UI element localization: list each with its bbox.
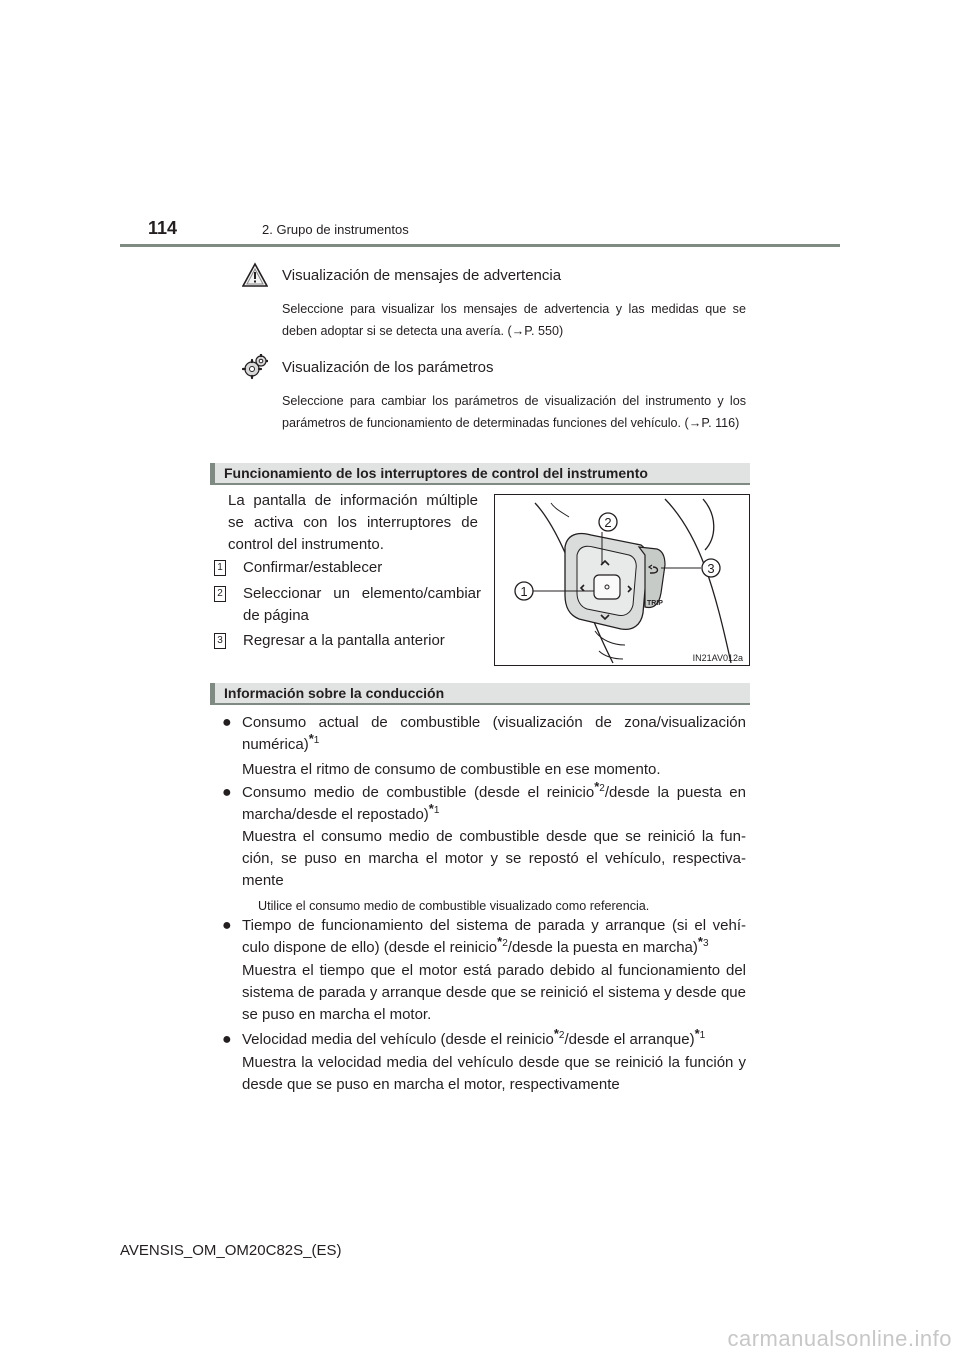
warning-triangle-icon: [242, 262, 268, 288]
paragraph: Muestra el ritmo de consumo de combustible en ese momento.: [242, 761, 661, 778]
paragraph: Muestra la velocidad media del vehículo desde que se reinició la función y desde que se puso en marcha el motor, respectivamente: [242, 1054, 746, 1093]
parameters-title: Visualización de los parámetros: [282, 358, 494, 376]
warning-messages-title: Visualización de mensajes de advertencia: [282, 266, 562, 284]
footer-code: AVENSIS_OM_OM20C82S_(ES): [120, 1242, 342, 1259]
bullet-item: ● Tiempo de funcionamiento del sistema de parada y arranque (si el vehí-culo dispone de ello) (desde el reinicio$^{*2}$/desde la puesta en marcha)$^{*3}$: [222, 915, 746, 959]
list-item-text: Confirmar/establecer: [243, 559, 383, 576]
list-item: [214, 583, 481, 627]
list-item-text: Seleccionar un elemento/cambiar de página: [243, 585, 481, 624]
bullet-item: ● Consumo actual de combustible (visualización de zona/visualización numérica)$^{*1}$: [222, 712, 746, 756]
bullet-text: Consumo actual de combustible (visualización de zona/visualización numérica): [242, 714, 746, 753]
footnote-ref: 2: [558, 1030, 565, 1041]
bullet-text: Tiempo de funcionamiento del sistema de parada y arranque (si el vehí-culo dispone de ello) (desde el reinicio: [242, 917, 746, 956]
footnote-ref: 2: [599, 783, 605, 794]
section-title-driving-info: Información sobre la conducción: [224, 685, 445, 701]
warning-messages-desc: Seleccione para visualizar los mensajes de advertencia y las medidas que se deben adoptar si se detecta una avería. (→P. 550): [282, 302, 746, 338]
note-text: Utilice el consumo medio de combustible visualizado como referencia.: [258, 899, 650, 913]
bullet-dot: ●: [222, 917, 232, 934]
footnote-ref: 1: [699, 1030, 706, 1041]
bullet-dot: ●: [222, 714, 232, 731]
intro-text: La pantalla de información múltiple se activa con los interruptores de control del instrumento.: [228, 492, 478, 553]
bullet-item: ● Velocidad media del vehículo (desde el reinicio$^{*2}$/desde el arranque)$^{*1}$: [222, 1029, 746, 1051]
paragraph: Muestra el consumo medio de combustible desde que se reinició la fun-ción, se puso en marcha el motor y se repostó el vehículo, respectiva-mente: [242, 828, 746, 889]
bullet-item: ● Consumo medio de combustible (desde el reinicio$^{*2}$/desde la puesta en marcha/desde el repostado)$^{*1}$: [222, 782, 746, 826]
footnote-ref: 1: [313, 735, 320, 746]
footnote-ref: 2: [502, 938, 508, 949]
bullet-text: /desde la puesta en marcha/desde el repostado): [242, 784, 746, 823]
bullet-dot: ●: [222, 784, 232, 801]
gears-icon: [242, 354, 268, 380]
callout-2: 2: [604, 515, 612, 530]
callout-3: 3: [707, 561, 715, 576]
footnote-ref: 1: [433, 805, 440, 816]
section-bar-driving-info: [210, 683, 750, 705]
steering-switch-illustration: [495, 495, 749, 665]
steering-switch-diagram: [494, 494, 750, 666]
footnote-ref: 3: [702, 938, 709, 949]
parameters-item: [242, 354, 494, 380]
trip-button-label: TRIP: [647, 600, 663, 607]
list-item-text: Regresar a la pantalla anterior: [243, 632, 445, 649]
number-badge: 1: [214, 560, 226, 576]
bullet-text: /desde el arranque): [564, 1031, 695, 1048]
number-badge: 2: [214, 586, 226, 602]
bullet-text: /desde la puesta en marcha): [507, 939, 698, 956]
bullet-dot: ●: [222, 1031, 232, 1048]
watermark: carmanualsonline.info: [727, 1326, 952, 1351]
section-heading: 2. Grupo de instrumentos: [262, 222, 409, 237]
parameters-desc: Seleccione para cambiar los parámetros de visualización del instrumento y los parámetros de funcionamiento de determinadas funciones del vehículo. (→P. 116): [282, 394, 746, 430]
page-number: 114: [148, 218, 178, 238]
callout-1: 1: [520, 584, 528, 599]
number-badge: 3: [214, 633, 226, 649]
bullet-text: Consumo medio de combustible (desde el reinicio: [242, 784, 595, 801]
header-rule: [120, 244, 840, 247]
section-bar-control-switches: [210, 463, 750, 485]
list-item: [214, 557, 481, 579]
list-item: [214, 630, 481, 652]
paragraph: Muestra el tiempo que el motor está parado debido al funcionamiento del sistema de parada y arranque desde que se reinició el sistema y desde que se puso en marcha el motor.: [242, 962, 746, 1023]
warning-messages-item: [242, 262, 561, 288]
figure-code: IN21AV012a: [692, 653, 743, 663]
section-title-control-switches: Funcionamiento de los interruptores de control del instrumento: [224, 465, 648, 481]
bullet-text: Velocidad media del vehículo (desde el reinicio: [242, 1031, 554, 1048]
